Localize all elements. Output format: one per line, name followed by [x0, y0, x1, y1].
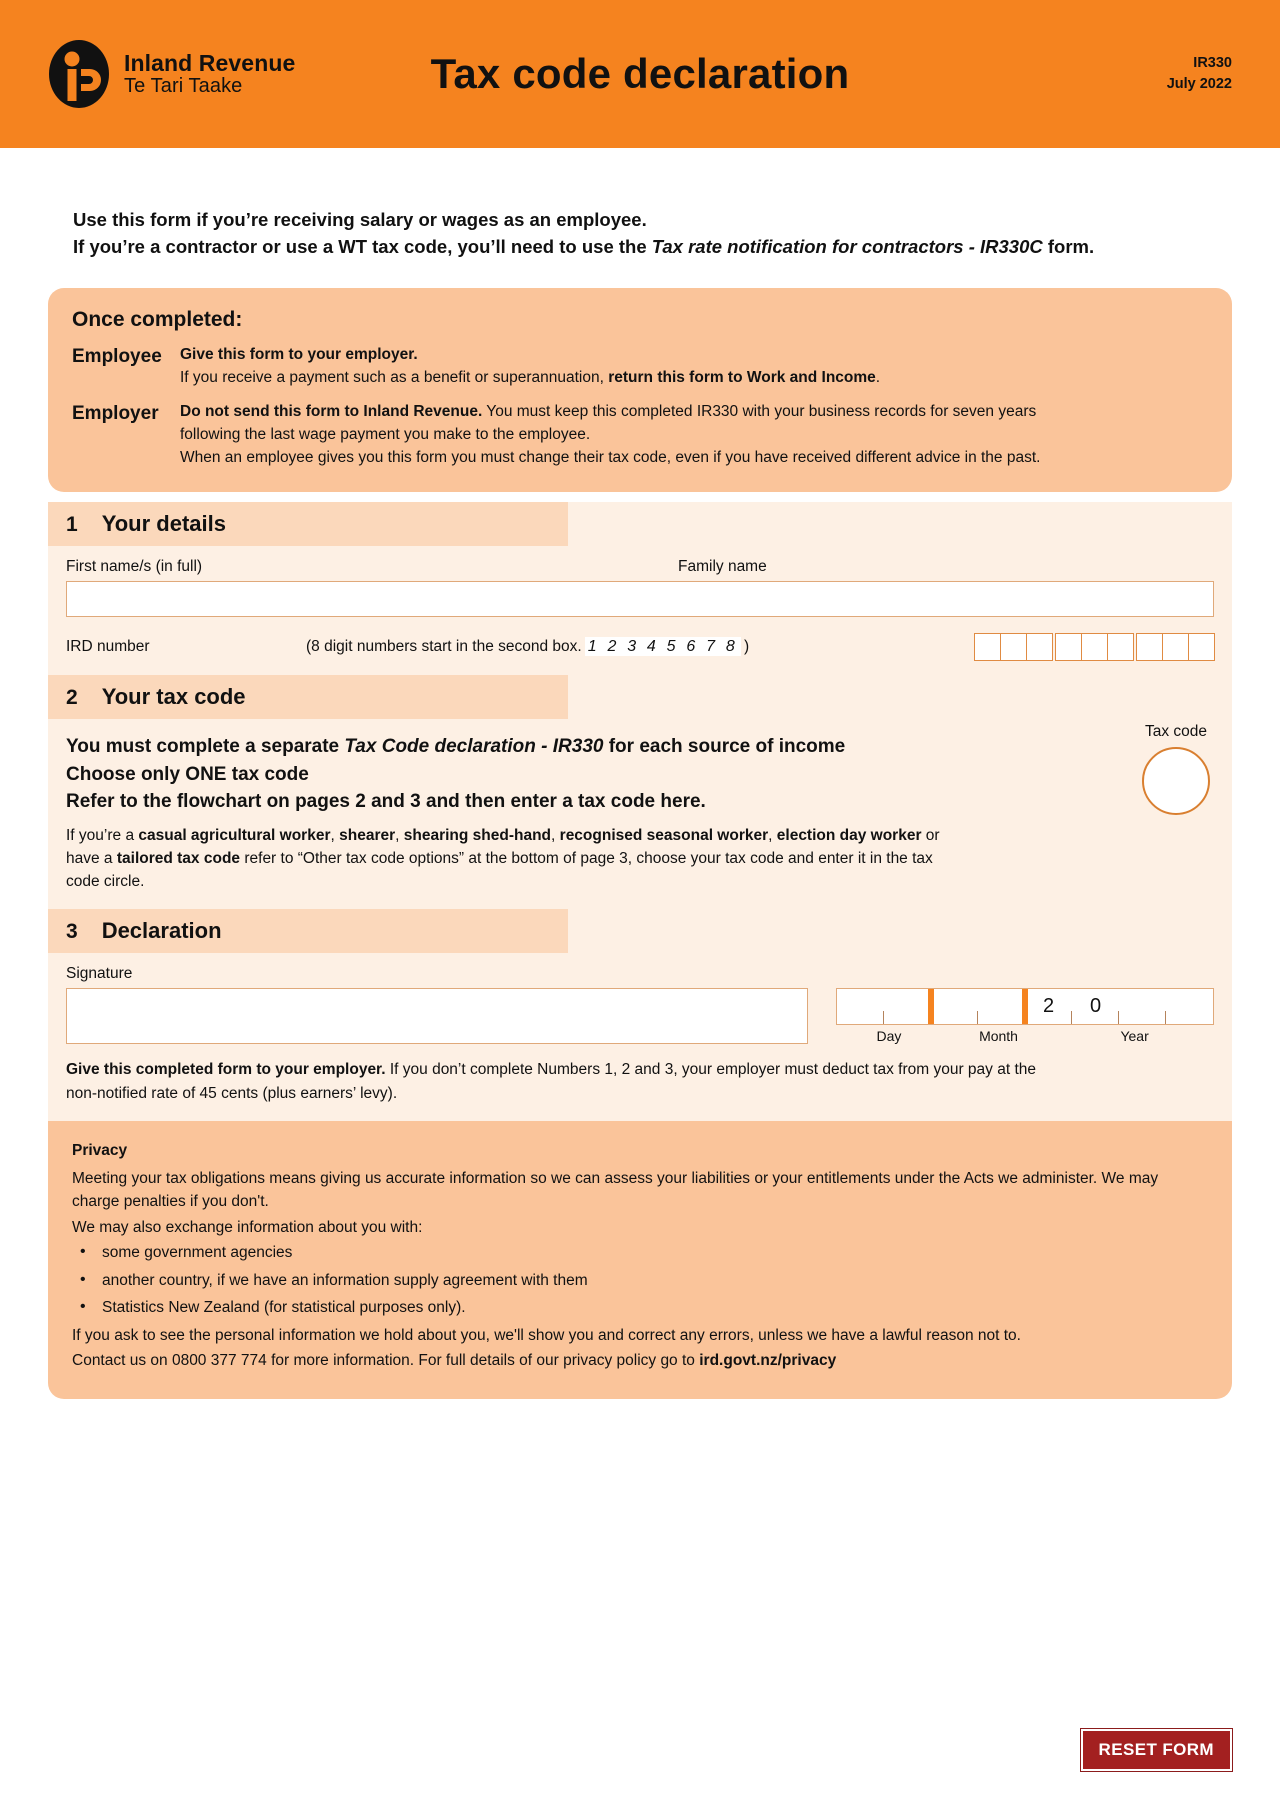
date-month-cell-2[interactable]: [978, 989, 1025, 1024]
employee-line-2-post: .: [875, 369, 881, 387]
tax-code-note-b6: tailored tax code: [116, 849, 241, 867]
family-name-label: Family name: [678, 558, 767, 576]
section-1-number: 1: [66, 513, 78, 537]
ird-number-boxes[interactable]: [974, 633, 1214, 661]
privacy-panel: [48, 1121, 1232, 1399]
tax-code-note: [66, 824, 966, 894]
form-date: July 2022: [1166, 76, 1232, 92]
tax-code-instructions: [66, 719, 966, 893]
date-day-caption: Day: [876, 1028, 902, 1045]
privacy-contact-text: Contact us on 0800 377 774 for more information. For full details of our privacy policy go to: [72, 1352, 700, 1370]
employee-line-1: Give this form to your employer.: [180, 346, 418, 364]
tax-code-line-3: Refer to the flowchart on pages 2 and 3 and then enter a tax code here.: [66, 791, 706, 813]
tax-code-note-p6: or have a: [66, 826, 940, 867]
privacy-heading: Privacy: [72, 1141, 128, 1159]
section-2-title: Your tax code: [101, 684, 246, 710]
privacy-policy-link[interactable]: ird.govt.nz/privacy: [699, 1352, 837, 1370]
privacy-paragraph-2: We may also exchange information about you with:: [72, 1218, 423, 1236]
once-completed-panel: [48, 288, 1232, 492]
section-2-content: [48, 719, 1232, 909]
date-captions: [836, 1028, 1214, 1044]
privacy-bullet-item: • Statistics New Zealand (for statistical purposes only).: [98, 1296, 1208, 1320]
ird-digit-box[interactable]: [1026, 633, 1053, 661]
ird-digit-box[interactable]: [1162, 633, 1189, 661]
reset-form-area: [1081, 1729, 1232, 1771]
section-3-header: [48, 909, 568, 953]
tax-code-note-p2: ,: [330, 826, 340, 844]
give-form-note-bold: Give this completed form to your employer.: [66, 1061, 386, 1079]
page-header: [0, 0, 1280, 148]
privacy-bullet-item: • another country, if we have an information supply agreement with them: [98, 1269, 1208, 1293]
intro-line-2-emphasis: Tax rate notification for contractors - IR330C: [651, 236, 1043, 258]
employee-instructions-row: [72, 344, 1208, 390]
intro-text: [73, 206, 1203, 260]
give-form-note-rest: If you don’t complete Numbers 1, 2 and 3, your employer must deduct tax from your pay at the non-notified rate of 45 cents (plus earners’ levy).: [66, 1061, 1037, 1102]
date-month-caption: Month: [979, 1028, 1018, 1045]
tax-code-note-b2: shearer: [339, 826, 396, 844]
ird-digit-box[interactable]: [1107, 633, 1134, 661]
form-identifier: [1167, 53, 1232, 94]
once-completed-title: Once completed:: [72, 308, 243, 332]
employee-line-2-pre: If you receive a payment such as a benefit or superannuation,: [180, 369, 609, 387]
employer-line-1-bold: Do not send this form to Inland Revenue.: [180, 403, 483, 421]
first-name-label: First name/s (in full): [66, 558, 203, 576]
tax-code-note-p1: If you’re a: [66, 826, 139, 844]
employer-line-2: following the last wage payment you make to the employee.: [180, 426, 591, 444]
ird-number-hint: [306, 638, 974, 656]
give-form-note: [66, 1044, 1066, 1121]
ird-digit-box[interactable]: [974, 633, 1001, 661]
employer-label: Employer: [72, 403, 159, 425]
ird-hint-pre: (8 digit numbers start in the second box.: [306, 638, 582, 656]
tax-code-line-1-post: for each source of income: [603, 736, 846, 758]
date-month-cell-1[interactable]: [931, 989, 978, 1024]
signature-label: Signature: [66, 965, 133, 983]
ird-digit-box[interactable]: [1000, 633, 1027, 661]
tax-code-circle-input[interactable]: [1142, 747, 1210, 815]
date-input-boxes[interactable]: [836, 988, 1214, 1025]
ird-hint-post: ): [744, 638, 750, 656]
tax-code-circle-label: Tax code: [1144, 723, 1208, 741]
employee-line-2-bold: return this form to Work and Income: [608, 369, 876, 387]
tax-code-note-p3: ,: [395, 826, 404, 844]
logo-name-mi: Te Tari Taake: [124, 74, 243, 97]
signature-and-date-row: [66, 988, 1214, 1044]
tax-code-line-1-emphasis: Tax Code declaration - IR330: [344, 736, 604, 758]
privacy-bullet-item: • some government agencies: [98, 1241, 1208, 1265]
employee-instructions: [180, 344, 1208, 390]
date-year-cell-1[interactable]: 2: [1025, 989, 1072, 1024]
tax-code-note-p7: refer to “Other tax code options” at the bottom of page 3, choose your tax code and enter it in the tax code circle.: [66, 849, 933, 891]
tax-code-note-b3: shearing shed-hand: [403, 826, 552, 844]
section-1-title: Your details: [101, 511, 226, 537]
employer-instructions-row: [72, 401, 1208, 470]
ird-digit-box[interactable]: [1188, 633, 1215, 661]
tax-code-line-1: [66, 733, 966, 761]
date-day-cell-1[interactable]: [837, 989, 884, 1024]
tax-code-note-b4: recognised seasonal worker: [559, 826, 769, 844]
section-3-title: Declaration: [101, 918, 222, 944]
date-day-cell-2[interactable]: [884, 989, 931, 1024]
employer-line-1-rest: You must keep this completed IR330 with your business records for seven years: [482, 403, 1037, 421]
date-year-cell-4[interactable]: [1166, 989, 1213, 1024]
section-2-header: [48, 675, 568, 719]
reset-form-button[interactable]: RESET FORM: [1081, 1729, 1232, 1771]
name-input[interactable]: [66, 581, 1214, 617]
intro-line-2-post: form.: [1042, 236, 1095, 258]
ird-digit-box[interactable]: [1081, 633, 1108, 661]
tax-code-note-p5: ,: [768, 826, 777, 844]
ird-number-label: IRD number: [66, 638, 150, 656]
intro-line-2: [73, 233, 1203, 260]
tax-code-note-b1: casual agricultural worker: [138, 826, 331, 844]
page-title: Tax code declaration: [430, 50, 850, 97]
logo-name-en: Inland Revenue: [124, 50, 296, 77]
tax-code-note-p4: ,: [551, 826, 560, 844]
ird-number-row: [66, 617, 1214, 675]
date-year-caption: Year: [1120, 1028, 1149, 1045]
intro-line-2-pre: If you’re a contractor or use a WT tax code, you’ll need to use the: [73, 236, 652, 258]
tax-code-note-b5: election day worker: [776, 826, 922, 844]
intro-line-1: Use this form if you’re receiving salary or wages as an employee.: [73, 209, 647, 230]
form-body: [48, 502, 1232, 1121]
employer-line-3: When an employee gives you this form you must change their tax code, even if you have received different advice in the past.: [180, 449, 1041, 467]
date-year-cell-3[interactable]: [1119, 989, 1166, 1024]
employee-label: Employee: [72, 346, 162, 368]
privacy-bullet-list: [72, 1241, 1208, 1320]
privacy-paragraph-1: Meeting your tax obligations means giving us accurate information so we can assess your liabilities or your entitlements under the Acts we administer. We may charge penalties if you don't.: [72, 1169, 1159, 1211]
section-2-number: 2: [66, 686, 78, 710]
section-1-header: [48, 502, 568, 546]
signature-input[interactable]: [66, 988, 808, 1044]
date-year-cell-2[interactable]: 0: [1072, 989, 1119, 1024]
date-entry: [836, 988, 1214, 1044]
section-3-number: 3: [66, 920, 78, 944]
ird-digit-box[interactable]: [1055, 633, 1082, 661]
privacy-paragraph-4: [72, 1349, 1208, 1373]
tax-code-line-1-pre: You must complete a separate: [66, 736, 345, 758]
section-3-content: [48, 953, 1232, 1121]
name-labels-row: [66, 546, 1214, 576]
tax-code-line-2: Choose only ONE tax code: [66, 763, 309, 785]
ird-digit-box[interactable]: [1136, 633, 1163, 661]
tax-code-entry: [1142, 723, 1210, 815]
employer-instructions: [180, 401, 1208, 470]
form-code: IR330: [1193, 55, 1232, 72]
privacy-paragraph-3: If you ask to see the personal information we hold about you, we'll show you and correct any errors, unless we have a lawful reason not to.: [72, 1326, 1021, 1344]
section-1-content: [48, 546, 1232, 675]
ird-hint-example-digits: 1 2 3 4 5 6 7 8: [585, 637, 741, 656]
